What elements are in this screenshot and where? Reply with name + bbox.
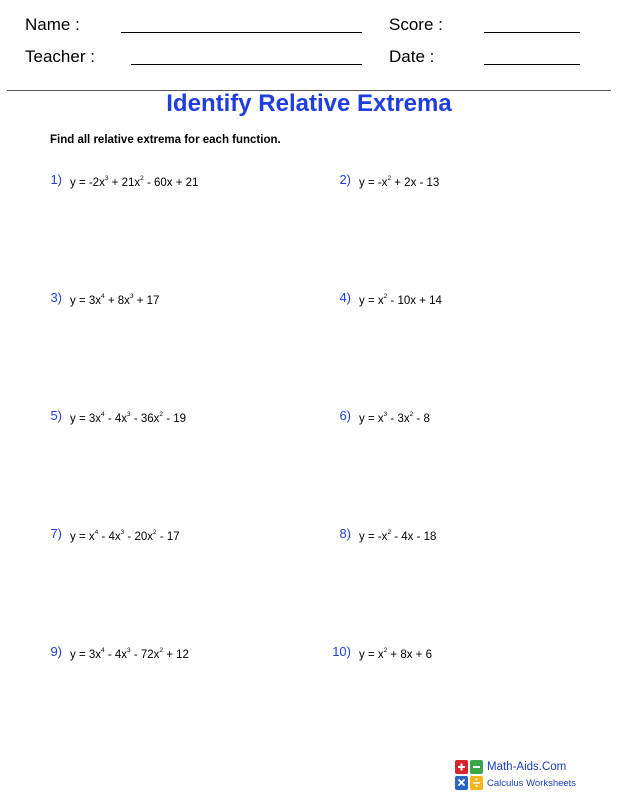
exponent: 4: [101, 411, 105, 418]
exponent: 2: [387, 175, 392, 182]
exponent: 2: [153, 529, 157, 536]
exponent: 2: [383, 293, 388, 300]
problem-number: 5): [50, 408, 62, 423]
exponent: 3: [129, 293, 134, 300]
exponent: 2: [387, 529, 392, 536]
exponent: 3: [383, 411, 388, 418]
problem-item: [332, 644, 432, 663]
math-operations-icon: [455, 760, 483, 790]
problem-expression: $y = x^2 + 8x + 6$: [359, 647, 432, 661]
exponent: 3: [127, 411, 131, 418]
problem-number: 8): [339, 526, 351, 541]
problem-item: [339, 290, 442, 309]
logo-title: Math-Aids.Com: [487, 761, 567, 773]
problem-expression: $y = 3x^4 - 4x^3 - 72x^2 + 12$: [70, 647, 189, 661]
math-aids-logo: [455, 760, 615, 794]
problem-item: [50, 526, 180, 545]
problem-item: [339, 408, 430, 427]
exponent: 2: [409, 411, 414, 418]
exponent: 2: [383, 647, 388, 654]
worksheet-title: Identify Relative Extrema: [166, 90, 452, 117]
score-label: Score :: [389, 15, 443, 34]
exponent: 4: [94, 529, 99, 536]
problem-number: 9): [50, 644, 62, 659]
problem-number: 4): [339, 290, 351, 305]
problem-item: [50, 408, 187, 427]
logo-subtitle: Calculus Worksheets: [487, 778, 577, 789]
problem-expression: $y = -x^2 - 4x - 18$: [359, 529, 437, 543]
problem-expression: $y = -2x^3 + 21x^2 - 60x + 21$: [70, 175, 199, 189]
exponent: 3: [127, 647, 131, 654]
problem-expression: $y = 3x^4 + 8x^3 + 17$: [70, 293, 160, 307]
exponent: 2: [159, 647, 164, 654]
name-label: Name :: [25, 15, 80, 34]
instructions: Find all relative extrema for each function.: [50, 134, 281, 146]
date-field[interactable]: [484, 64, 580, 65]
teacher-label: Teacher :: [25, 47, 95, 66]
problem-number: 3): [50, 290, 62, 305]
problem-number: 7): [50, 526, 62, 541]
problem-item: [339, 172, 440, 191]
exponent: 3: [120, 529, 125, 536]
exponent: 4: [101, 647, 105, 654]
problem-item: [50, 644, 189, 663]
date-label: Date :: [389, 47, 435, 66]
problem-item: [339, 526, 437, 545]
problem-number: 2): [339, 172, 351, 187]
problem-item: [50, 172, 199, 191]
problem-number: 10): [332, 644, 351, 659]
teacher-field[interactable]: [131, 64, 362, 65]
problem-expression: $y = -x^2 + 2x - 13$: [359, 175, 440, 189]
exponent: 3: [104, 175, 109, 182]
problem-expression: $y = x^2 - 10x + 14$: [359, 293, 442, 307]
exponent: 4: [101, 293, 105, 300]
problem-expression: $y = x^4 - 4x^3 - 20x^2 - 17$: [70, 529, 180, 543]
exponent: 2: [140, 175, 144, 182]
problem-number: 1): [50, 172, 62, 187]
problem-expression: $y = x^3 - 3x^2 - 8$: [359, 411, 430, 425]
name-field[interactable]: [121, 32, 362, 33]
problem-expression: $y = 3x^4 - 4x^3 - 36x^2 - 19$: [70, 411, 187, 425]
problem-item: [50, 290, 160, 309]
exponent: 2: [159, 411, 164, 418]
score-field[interactable]: [484, 32, 580, 33]
problem-number: 6): [339, 408, 351, 423]
